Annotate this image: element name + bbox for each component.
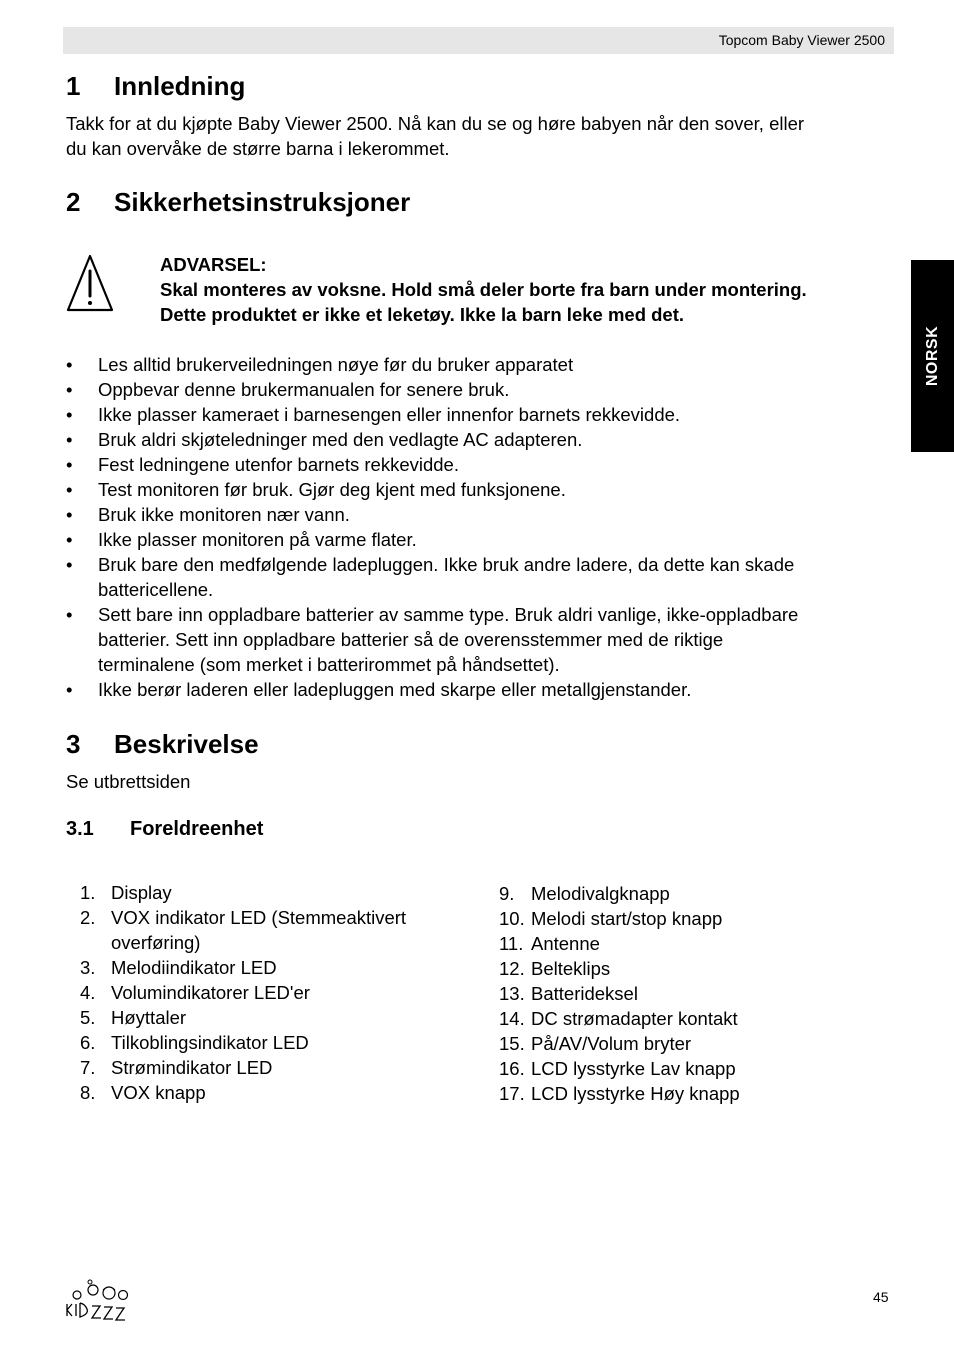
warning-triangle-icon: [66, 253, 114, 313]
list-item: 10. Melodi start/stop knapp: [499, 908, 723, 929]
list-item: • Bruk bare den medfølgende ladepluggen. Ikke bruk andre ladere, da dette kan skade battericellene.: [66, 554, 795, 600]
section-heading-innledning: [66, 71, 245, 102]
section-title: Beskrivelse: [114, 729, 259, 759]
list-item: 4. Volumindikatorer LED'er: [80, 982, 310, 1003]
section-number: 1: [66, 71, 81, 101]
section-title: Innledning: [114, 71, 246, 101]
list-item: 12. Belteklips: [499, 958, 611, 979]
parts-list-left: [80, 880, 480, 1105]
section-number: 3: [66, 729, 81, 759]
warning-line: Skal monteres av voksne. Hold små deler borte fra barn under montering.: [160, 279, 807, 300]
list-item: 11. Antenne: [499, 933, 600, 954]
intro-line: Takk for at du kjøpte Baby Viewer 2500. Nå kan du se og høre babyen når den sover, eller: [66, 113, 805, 134]
section-heading-beskrivelse: [66, 729, 259, 760]
list-item: • Sett bare inn oppladbare batterier av samme type. Bruk aldri vanlige, ikke-oppladbare batterier. Sett inn oppladbare batterier så de overensstemmer med de riktige terminalene (som merket i batterirommet på håndsettet).: [66, 604, 799, 675]
list-item: 16. LCD lysstyrke Lav knapp: [499, 1058, 736, 1079]
language-tab-label: NORSK: [923, 325, 941, 387]
page-header: [63, 27, 894, 54]
section-heading-sikkerhet: [66, 187, 410, 218]
list-item: • Bruk aldri skjøteledninger med den vedlagte AC adapteren.: [66, 429, 583, 450]
page-number: 45: [873, 1289, 889, 1305]
list-item: • Bruk ikke monitoren nær vann.: [66, 504, 350, 525]
list-item: • Les alltid brukerveiledningen nøye før du bruker apparatet: [66, 354, 574, 375]
list-item: • Ikke plasser monitoren på varme flater.: [66, 529, 417, 550]
list-item: 17. LCD lysstyrke Høy knapp: [499, 1083, 740, 1104]
list-item: 9. Melodivalgknapp: [499, 883, 670, 904]
subsection-title: Foreldreenhet: [130, 818, 264, 840]
header-title: Topcom Baby Viewer 2500: [718, 32, 885, 48]
intro-line: du kan overvåke de større barna i lekerommet.: [66, 138, 450, 159]
list-item: • Oppbevar denne brukermanualen for senere bruk.: [66, 379, 510, 400]
list-item: 3. Melodiindikator LED: [80, 957, 277, 978]
list-item: • Fest ledningene utenfor barnets rekkevidde.: [66, 454, 459, 475]
section-title: Sikkerhetsinstruksjoner: [114, 187, 411, 217]
list-item: • Test monitoren før bruk. Gjør deg kjent med funksjonene.: [66, 479, 566, 500]
intro-paragraph: [66, 111, 804, 161]
subsection-heading-foreldreenhet: [66, 818, 263, 841]
list-item: • Ikke berør laderen eller ladepluggen med skarpe eller metallgjenstander.: [66, 679, 692, 700]
list-item: 5. Høyttaler: [80, 1007, 187, 1028]
section-number: 2: [66, 187, 81, 217]
warning-label: ADVARSEL:: [160, 254, 267, 275]
safety-list: [66, 352, 896, 702]
subsection-number: 3.1: [66, 818, 94, 840]
list-item: 7. Strømindikator LED: [80, 1057, 273, 1078]
parts-list-right: [499, 881, 879, 1106]
warning-block: [160, 252, 807, 327]
language-tab: [911, 260, 954, 452]
list-item: • Ikke plasser kameraet i barnesengen eller innenfor barnets rekkevidde.: [66, 404, 681, 425]
list-item: 14. DC strømadapter kontakt: [499, 1008, 738, 1029]
list-item: 1. Display: [80, 882, 172, 903]
list-item: 2. VOX indikator LED (Stemmeaktivert overføring): [80, 907, 407, 953]
description-paragraph: Se utbrettsiden: [66, 771, 191, 792]
list-item: 15. På/AV/Volum bryter: [499, 1033, 692, 1054]
warning-line: Dette produktet er ikke et leketøy. Ikke la barn leke med det.: [160, 304, 685, 325]
list-item: 6. Tilkoblingsindikator LED: [80, 1032, 309, 1053]
kidzzz-logo-icon: [63, 1278, 135, 1322]
list-item: 8. VOX knapp: [80, 1082, 206, 1103]
list-item: 13. Batterideksel: [499, 983, 638, 1004]
